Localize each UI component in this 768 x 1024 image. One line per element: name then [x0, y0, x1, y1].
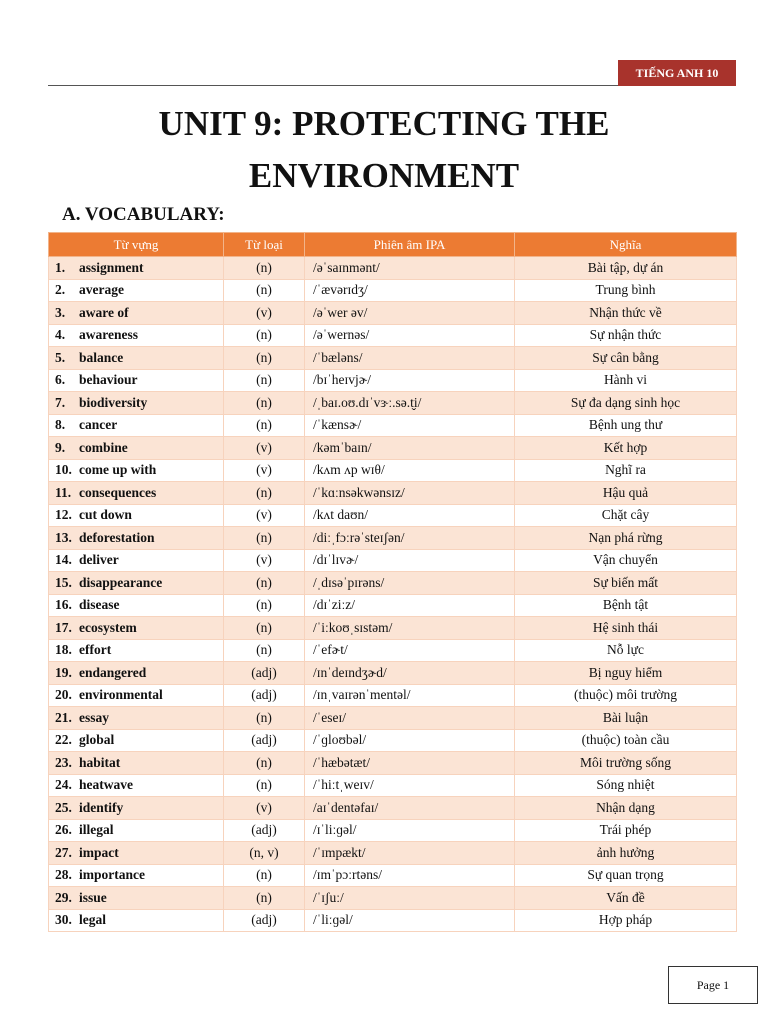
table-row [49, 347, 737, 370]
meaning: (thuộc) môi trường [515, 684, 737, 707]
table-row [49, 549, 737, 572]
row-number: 19. [55, 664, 72, 680]
meaning: Hợp pháp [515, 909, 737, 932]
vocabulary-table [48, 232, 737, 932]
vocab-word-cell [49, 459, 224, 482]
ipa-transcription: /dɪˈziːz/ [305, 594, 515, 617]
vocab-word: behaviour [79, 372, 138, 388]
part-of-speech: (n) [224, 774, 305, 797]
vocab-word-cell [49, 707, 224, 730]
meaning: Trung bình [515, 279, 737, 302]
page-number: Page 1 [668, 966, 758, 1004]
table-row [49, 257, 737, 280]
meaning: Sự nhận thức [515, 324, 737, 347]
vocab-word-cell [49, 752, 224, 775]
vocab-word: illegal [79, 822, 114, 838]
ipa-transcription: /kəmˈbaɪn/ [305, 437, 515, 460]
part-of-speech: (n) [224, 594, 305, 617]
row-number: 25. [55, 799, 72, 815]
vocab-word-cell [49, 797, 224, 820]
vocab-word: disease [79, 597, 120, 613]
part-of-speech: (v) [224, 549, 305, 572]
meaning: Hậu quả [515, 482, 737, 505]
table-row [49, 639, 737, 662]
row-number: 30. [55, 912, 72, 928]
table-row [49, 864, 737, 887]
vocab-word-cell [49, 324, 224, 347]
row-number: 15. [55, 574, 72, 590]
row-number: 7. [55, 394, 66, 410]
table-row [49, 414, 737, 437]
ipa-transcription: /ˌbaɪ.oʊ.dɪˈvɝː.sə.t̬i/ [305, 392, 515, 415]
vocab-word-cell [49, 909, 224, 932]
table-row [49, 594, 737, 617]
row-number: 11. [55, 484, 72, 500]
table-row [49, 572, 737, 595]
vocab-word-cell [49, 729, 224, 752]
table-row [49, 707, 737, 730]
ipa-transcription: /ˈefɚt/ [305, 639, 515, 662]
table-row [49, 842, 737, 865]
table-header-row [49, 233, 737, 257]
part-of-speech: (adj) [224, 729, 305, 752]
ipa-transcription: /ˈkænsɚ/ [305, 414, 515, 437]
meaning: Sự quan trọng [515, 864, 737, 887]
row-number: 29. [55, 889, 72, 905]
row-number: 2. [55, 282, 66, 298]
ipa-transcription: /ɪnˌvaɪrənˈmentəl/ [305, 684, 515, 707]
vocab-word-cell [49, 504, 224, 527]
vocab-word: consequences [79, 484, 157, 500]
part-of-speech: (n) [224, 324, 305, 347]
ipa-transcription: /əˈwer əv/ [305, 302, 515, 325]
table-row [49, 819, 737, 842]
vocab-word-cell [49, 842, 224, 865]
part-of-speech: (n) [224, 392, 305, 415]
ipa-transcription: /ˈɪmpækt/ [305, 842, 515, 865]
vocab-word-cell [49, 684, 224, 707]
column-header-pos: Từ loại [224, 233, 305, 257]
vocab-word-cell [49, 302, 224, 325]
row-number: 23. [55, 754, 72, 770]
ipa-transcription: /ˈævərɪdʒ/ [305, 279, 515, 302]
ipa-transcription: /ˈeseɪ/ [305, 707, 515, 730]
ipa-transcription: /kʌm ʌp wɪθ/ [305, 459, 515, 482]
meaning: Nhận thức về [515, 302, 737, 325]
vocab-word: essay [79, 709, 109, 725]
part-of-speech: (n) [224, 864, 305, 887]
ipa-transcription: /dɪˈlɪvɚ/ [305, 549, 515, 572]
row-number: 14. [55, 552, 72, 568]
part-of-speech: (n) [224, 257, 305, 280]
part-of-speech: (n) [224, 752, 305, 775]
vocab-word: come up with [79, 462, 157, 478]
table-row [49, 459, 737, 482]
ipa-transcription: /kʌt daʊn/ [305, 504, 515, 527]
header-rule [48, 85, 618, 86]
ipa-transcription: /ˌdɪsəˈpɪrəns/ [305, 572, 515, 595]
table-row [49, 437, 737, 460]
row-number: 10. [55, 462, 72, 478]
vocab-word-cell [49, 369, 224, 392]
table-row [49, 887, 737, 910]
meaning: Vận chuyển [515, 549, 737, 572]
meaning: Trái phép [515, 819, 737, 842]
title-line-1: UNIT 9: PROTECTING THE [158, 104, 610, 143]
ipa-transcription: /ˈhæbətæt/ [305, 752, 515, 775]
meaning: Sự cân bằng [515, 347, 737, 370]
vocab-word-cell [49, 414, 224, 437]
part-of-speech: (v) [224, 437, 305, 460]
table-row [49, 617, 737, 640]
table-row [49, 729, 737, 752]
vocab-word-cell [49, 662, 224, 685]
meaning: Hành vi [515, 369, 737, 392]
vocab-word-cell [49, 774, 224, 797]
meaning: Sự biến mất [515, 572, 737, 595]
row-number: 4. [55, 327, 66, 343]
part-of-speech: (v) [224, 504, 305, 527]
part-of-speech: (v) [224, 302, 305, 325]
row-number: 12. [55, 507, 72, 523]
vocab-word-cell [49, 572, 224, 595]
vocab-word: biodiversity [79, 394, 148, 410]
meaning: Sự đa dạng sinh học [515, 392, 737, 415]
table-row [49, 369, 737, 392]
vocab-word: average [79, 282, 124, 298]
table-row [49, 527, 737, 550]
vocab-word-cell [49, 347, 224, 370]
ipa-transcription: /ˈliːɡəl/ [305, 909, 515, 932]
part-of-speech: (n) [224, 414, 305, 437]
vocab-word-cell [49, 437, 224, 460]
vocab-word: assignment [79, 259, 144, 275]
row-number: 27. [55, 844, 72, 860]
part-of-speech: (n) [224, 279, 305, 302]
row-number: 22. [55, 732, 72, 748]
vocab-word-cell [49, 594, 224, 617]
ipa-transcription: /ˈiːkoʊˌsɪstəm/ [305, 617, 515, 640]
page-title [0, 98, 768, 202]
ipa-transcription: /ɪnˈdeɪndʒɚd/ [305, 662, 515, 685]
vocab-word-cell [49, 887, 224, 910]
part-of-speech: (n) [224, 639, 305, 662]
vocab-word-cell [49, 864, 224, 887]
meaning: Bệnh ung thư [515, 414, 737, 437]
meaning: Nhận dạng [515, 797, 737, 820]
table-row [49, 324, 737, 347]
vocab-word-cell [49, 257, 224, 280]
vocab-word: effort [79, 642, 112, 658]
vocab-word: disappearance [79, 574, 163, 590]
row-number: 16. [55, 597, 72, 613]
column-header-word: Từ vựng [49, 233, 224, 257]
part-of-speech: (v) [224, 459, 305, 482]
vocab-word: global [79, 732, 115, 748]
ipa-transcription: /aɪˈdentəfaɪ/ [305, 797, 515, 820]
meaning: Kết hợp [515, 437, 737, 460]
row-number: 8. [55, 417, 66, 433]
vocab-word-cell [49, 819, 224, 842]
table-row [49, 504, 737, 527]
part-of-speech: (n) [224, 369, 305, 392]
vocab-word: deforestation [79, 529, 155, 545]
meaning: Bệnh tật [515, 594, 737, 617]
part-of-speech: (adj) [224, 684, 305, 707]
vocab-word: legal [79, 912, 106, 928]
part-of-speech: (n) [224, 347, 305, 370]
vocab-word-cell [49, 279, 224, 302]
table-row [49, 909, 737, 932]
ipa-transcription: /ɪmˈpɔːrtəns/ [305, 864, 515, 887]
ipa-transcription: /əˈwernəs/ [305, 324, 515, 347]
vocab-word-cell [49, 617, 224, 640]
meaning: Bị nguy hiểm [515, 662, 737, 685]
table-row [49, 662, 737, 685]
row-number: 13. [55, 529, 72, 545]
meaning: Hệ sinh thái [515, 617, 737, 640]
part-of-speech: (n, v) [224, 842, 305, 865]
vocab-word: importance [79, 867, 145, 883]
ipa-transcription: /ˈɡloʊbəl/ [305, 729, 515, 752]
meaning: Bài luận [515, 707, 737, 730]
meaning: Chặt cây [515, 504, 737, 527]
vocab-word: deliver [79, 552, 119, 568]
table-row [49, 797, 737, 820]
column-header-meaning: Nghĩa [515, 233, 737, 257]
vocab-word-cell [49, 639, 224, 662]
column-header-ipa: Phiên âm IPA [305, 233, 515, 257]
vocab-word: heatwave [79, 777, 133, 793]
vocab-word: impact [79, 844, 119, 860]
table-row [49, 774, 737, 797]
row-number: 9. [55, 439, 66, 455]
meaning: Môi trường sống [515, 752, 737, 775]
row-number: 1. [55, 259, 66, 275]
row-number: 24. [55, 777, 72, 793]
vocab-word: combine [79, 439, 128, 455]
vocab-word: awareness [79, 327, 138, 343]
vocab-word: cancer [79, 417, 118, 433]
vocab-word: habitat [79, 754, 121, 770]
meaning: Nghĩ ra [515, 459, 737, 482]
vocab-word: issue [79, 889, 107, 905]
vocab-word-cell [49, 392, 224, 415]
row-number: 17. [55, 619, 72, 635]
vocab-word: cut down [79, 507, 132, 523]
row-number: 20. [55, 687, 72, 703]
meaning: Bài tập, dự án [515, 257, 737, 280]
ipa-transcription: /bɪˈheɪvjɚ/ [305, 369, 515, 392]
part-of-speech: (n) [224, 707, 305, 730]
row-number: 26. [55, 822, 72, 838]
meaning: ảnh hưởng [515, 842, 737, 865]
vocab-word: identify [79, 799, 124, 815]
part-of-speech: (v) [224, 797, 305, 820]
part-of-speech: (n) [224, 482, 305, 505]
vocab-word-cell [49, 482, 224, 505]
ipa-transcription: /diːˌfɔːrəˈsteɪʃən/ [305, 527, 515, 550]
vocab-word: endangered [79, 664, 147, 680]
meaning: Sóng nhiệt [515, 774, 737, 797]
part-of-speech: (adj) [224, 819, 305, 842]
table-row [49, 684, 737, 707]
part-of-speech: (adj) [224, 662, 305, 685]
ipa-transcription: /ˈhiːtˌweɪv/ [305, 774, 515, 797]
table-row [49, 392, 737, 415]
part-of-speech: (n) [224, 617, 305, 640]
meaning: (thuộc) toàn cầu [515, 729, 737, 752]
row-number: 28. [55, 867, 72, 883]
vocab-word: environmental [79, 687, 163, 703]
ipa-transcription: /ˈkɑːnsəkwənsɪz/ [305, 482, 515, 505]
part-of-speech: (n) [224, 572, 305, 595]
row-number: 3. [55, 304, 66, 320]
meaning: Nỗ lực [515, 639, 737, 662]
table-row [49, 302, 737, 325]
ipa-transcription: /ɪˈliːɡəl/ [305, 819, 515, 842]
row-number: 21. [55, 709, 72, 725]
title-line-2: ENVIRONMENT [248, 156, 520, 195]
table-row [49, 279, 737, 302]
ipa-transcription: /əˈsaɪnmənt/ [305, 257, 515, 280]
part-of-speech: (n) [224, 527, 305, 550]
part-of-speech: (adj) [224, 909, 305, 932]
table-row [49, 482, 737, 505]
ipa-transcription: /ˈɪʃuː/ [305, 887, 515, 910]
meaning: Vấn đề [515, 887, 737, 910]
row-number: 5. [55, 349, 66, 365]
vocab-word-cell [49, 527, 224, 550]
part-of-speech: (n) [224, 887, 305, 910]
table-row [49, 752, 737, 775]
ipa-transcription: /ˈbæləns/ [305, 347, 515, 370]
section-heading: A. VOCABULARY: [62, 204, 225, 225]
vocab-word: ecosystem [79, 619, 137, 635]
vocab-word: aware of [79, 304, 129, 320]
vocab-word-cell [49, 549, 224, 572]
subject-label: TIẾNG ANH 10 [618, 60, 736, 86]
vocab-word: balance [79, 349, 124, 365]
row-number: 18. [55, 642, 72, 658]
meaning: Nạn phá rừng [515, 527, 737, 550]
row-number: 6. [55, 372, 66, 388]
